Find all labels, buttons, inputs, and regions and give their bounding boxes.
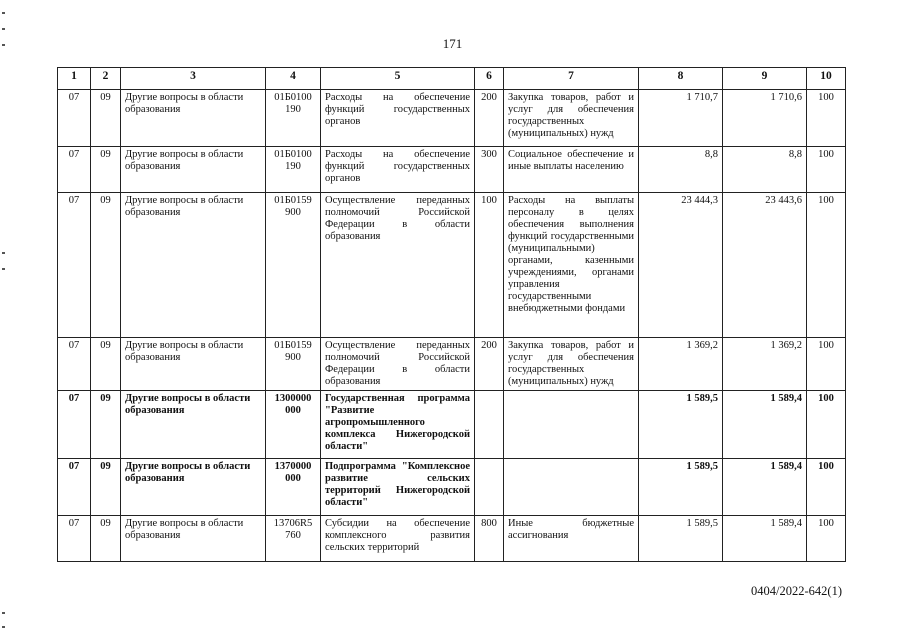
expense-type-name-cell: Закупка товаров, работ и услуг для обеспечения государственных (муниципальных) нужд bbox=[504, 338, 639, 391]
header-col-10: 10 bbox=[807, 68, 846, 90]
target-name-cell: Государственная программа "Развитие агропромышленного комплекса Нижегородской области" bbox=[321, 391, 475, 459]
target-name-cell: Осуществление переданных полномочий Российской Федерации в области образования bbox=[321, 338, 475, 391]
section-cell: 07 bbox=[58, 147, 91, 193]
section-name-cell: Другие вопросы в области образования bbox=[121, 459, 266, 516]
expense-type-name-cell bbox=[504, 459, 639, 516]
plan-amount-cell: 1 589,5 bbox=[639, 516, 723, 562]
table-header-row bbox=[58, 68, 846, 90]
table-row bbox=[58, 459, 846, 516]
expense-type-code-cell: 800 bbox=[475, 516, 504, 562]
header-col-4: 4 bbox=[266, 68, 321, 90]
expense-type-name-cell bbox=[504, 391, 639, 459]
subsection-cell: 09 bbox=[91, 147, 121, 193]
section-name-cell: Другие вопросы в области образования bbox=[121, 193, 266, 338]
plan-amount-cell: 1 589,5 bbox=[639, 459, 723, 516]
subsection-cell: 09 bbox=[91, 90, 121, 147]
expense-type-name-cell: Расходы на выплаты персоналу в целях обеспечения выполнения функций государственными (муниципальными) органами, казенными учреждениями, органами управления государственными внебюджетными фондами bbox=[504, 193, 639, 338]
target-name-cell: Субсидии на обеспечение комплексного развития сельских территорий bbox=[321, 516, 475, 562]
header-col-3: 3 bbox=[121, 68, 266, 90]
percent-cell: 100 bbox=[807, 338, 846, 391]
plan-amount-cell: 23 444,3 bbox=[639, 193, 723, 338]
header-col-8: 8 bbox=[639, 68, 723, 90]
expense-type-name-cell: Иные бюджетные ассигнования bbox=[504, 516, 639, 562]
section-cell: 07 bbox=[58, 459, 91, 516]
document-code: 0404/2022-642(1) bbox=[751, 584, 842, 598]
percent-cell: 100 bbox=[807, 147, 846, 193]
scan-edge-marks bbox=[2, 0, 5, 640]
section-cell: 07 bbox=[58, 90, 91, 147]
expense-type-code-cell bbox=[475, 459, 504, 516]
actual-amount-cell: 1 710,6 bbox=[723, 90, 807, 147]
target-code-cell: 01Б0100 190 bbox=[266, 147, 321, 193]
table-row bbox=[58, 516, 846, 562]
expense-type-code-cell: 200 bbox=[475, 90, 504, 147]
target-code-cell: 01Б0159 900 bbox=[266, 338, 321, 391]
expense-type-code-cell: 200 bbox=[475, 338, 504, 391]
target-name-cell: Расходы на обеспечение функций государственных органов bbox=[321, 147, 475, 193]
table-row bbox=[58, 338, 846, 391]
expense-type-code-cell: 100 bbox=[475, 193, 504, 338]
section-cell: 07 bbox=[58, 193, 91, 338]
plan-amount-cell: 1 589,5 bbox=[639, 391, 723, 459]
actual-amount-cell: 1 589,4 bbox=[723, 391, 807, 459]
section-name-cell: Другие вопросы в области образования bbox=[121, 391, 266, 459]
percent-cell: 100 bbox=[807, 90, 846, 147]
table-row bbox=[58, 147, 846, 193]
target-code-cell: 01Б0159 900 bbox=[266, 193, 321, 338]
table-body bbox=[58, 90, 846, 562]
section-name-cell: Другие вопросы в области образования bbox=[121, 147, 266, 193]
table-row bbox=[58, 90, 846, 147]
actual-amount-cell: 23 443,6 bbox=[723, 193, 807, 338]
plan-amount-cell: 1 710,7 bbox=[639, 90, 723, 147]
header-col-5: 5 bbox=[321, 68, 475, 90]
actual-amount-cell: 1 589,4 bbox=[723, 459, 807, 516]
subsection-cell: 09 bbox=[91, 516, 121, 562]
expense-type-name-cell: Закупка товаров, работ и услуг для обеспечения государственных (муниципальных) нужд bbox=[504, 90, 639, 147]
header-col-9: 9 bbox=[723, 68, 807, 90]
percent-cell: 100 bbox=[807, 193, 846, 338]
percent-cell: 100 bbox=[807, 516, 846, 562]
section-name-cell: Другие вопросы в области образования bbox=[121, 516, 266, 562]
target-code-cell: 01Б0100 190 bbox=[266, 90, 321, 147]
expense-type-name-cell: Социальное обеспечение и иные выплаты населению bbox=[504, 147, 639, 193]
target-code-cell: 1300000 000 bbox=[266, 391, 321, 459]
section-name-cell: Другие вопросы в области образования bbox=[121, 90, 266, 147]
header-col-1: 1 bbox=[58, 68, 91, 90]
actual-amount-cell: 1 589,4 bbox=[723, 516, 807, 562]
subsection-cell: 09 bbox=[91, 459, 121, 516]
target-name-cell: Подпрограмма "Комплексное развитие сельских территорий Нижегородской области" bbox=[321, 459, 475, 516]
target-code-cell: 1370000 000 bbox=[266, 459, 321, 516]
expense-type-code-cell bbox=[475, 391, 504, 459]
plan-amount-cell: 1 369,2 bbox=[639, 338, 723, 391]
header-col-2: 2 bbox=[91, 68, 121, 90]
page-number: 171 bbox=[442, 36, 463, 51]
target-name-cell: Осуществление переданных полномочий Российской Федерации в области образования bbox=[321, 193, 475, 338]
table-row bbox=[58, 391, 846, 459]
section-cell: 07 bbox=[58, 516, 91, 562]
header-col-7: 7 bbox=[504, 68, 639, 90]
subsection-cell: 09 bbox=[91, 338, 121, 391]
section-name-cell: Другие вопросы в области образования bbox=[121, 338, 266, 391]
budget-table bbox=[57, 67, 846, 562]
target-code-cell: 13706R5 760 bbox=[266, 516, 321, 562]
expense-type-code-cell: 300 bbox=[475, 147, 504, 193]
table-row bbox=[58, 193, 846, 338]
subsection-cell: 09 bbox=[91, 391, 121, 459]
target-name-cell: Расходы на обеспечение функций государственных органов bbox=[321, 90, 475, 147]
subsection-cell: 09 bbox=[91, 193, 121, 338]
percent-cell: 100 bbox=[807, 391, 846, 459]
header-col-6: 6 bbox=[475, 68, 504, 90]
actual-amount-cell: 8,8 bbox=[723, 147, 807, 193]
section-cell: 07 bbox=[58, 338, 91, 391]
actual-amount-cell: 1 369,2 bbox=[723, 338, 807, 391]
percent-cell: 100 bbox=[807, 459, 846, 516]
plan-amount-cell: 8,8 bbox=[639, 147, 723, 193]
section-cell: 07 bbox=[58, 391, 91, 459]
